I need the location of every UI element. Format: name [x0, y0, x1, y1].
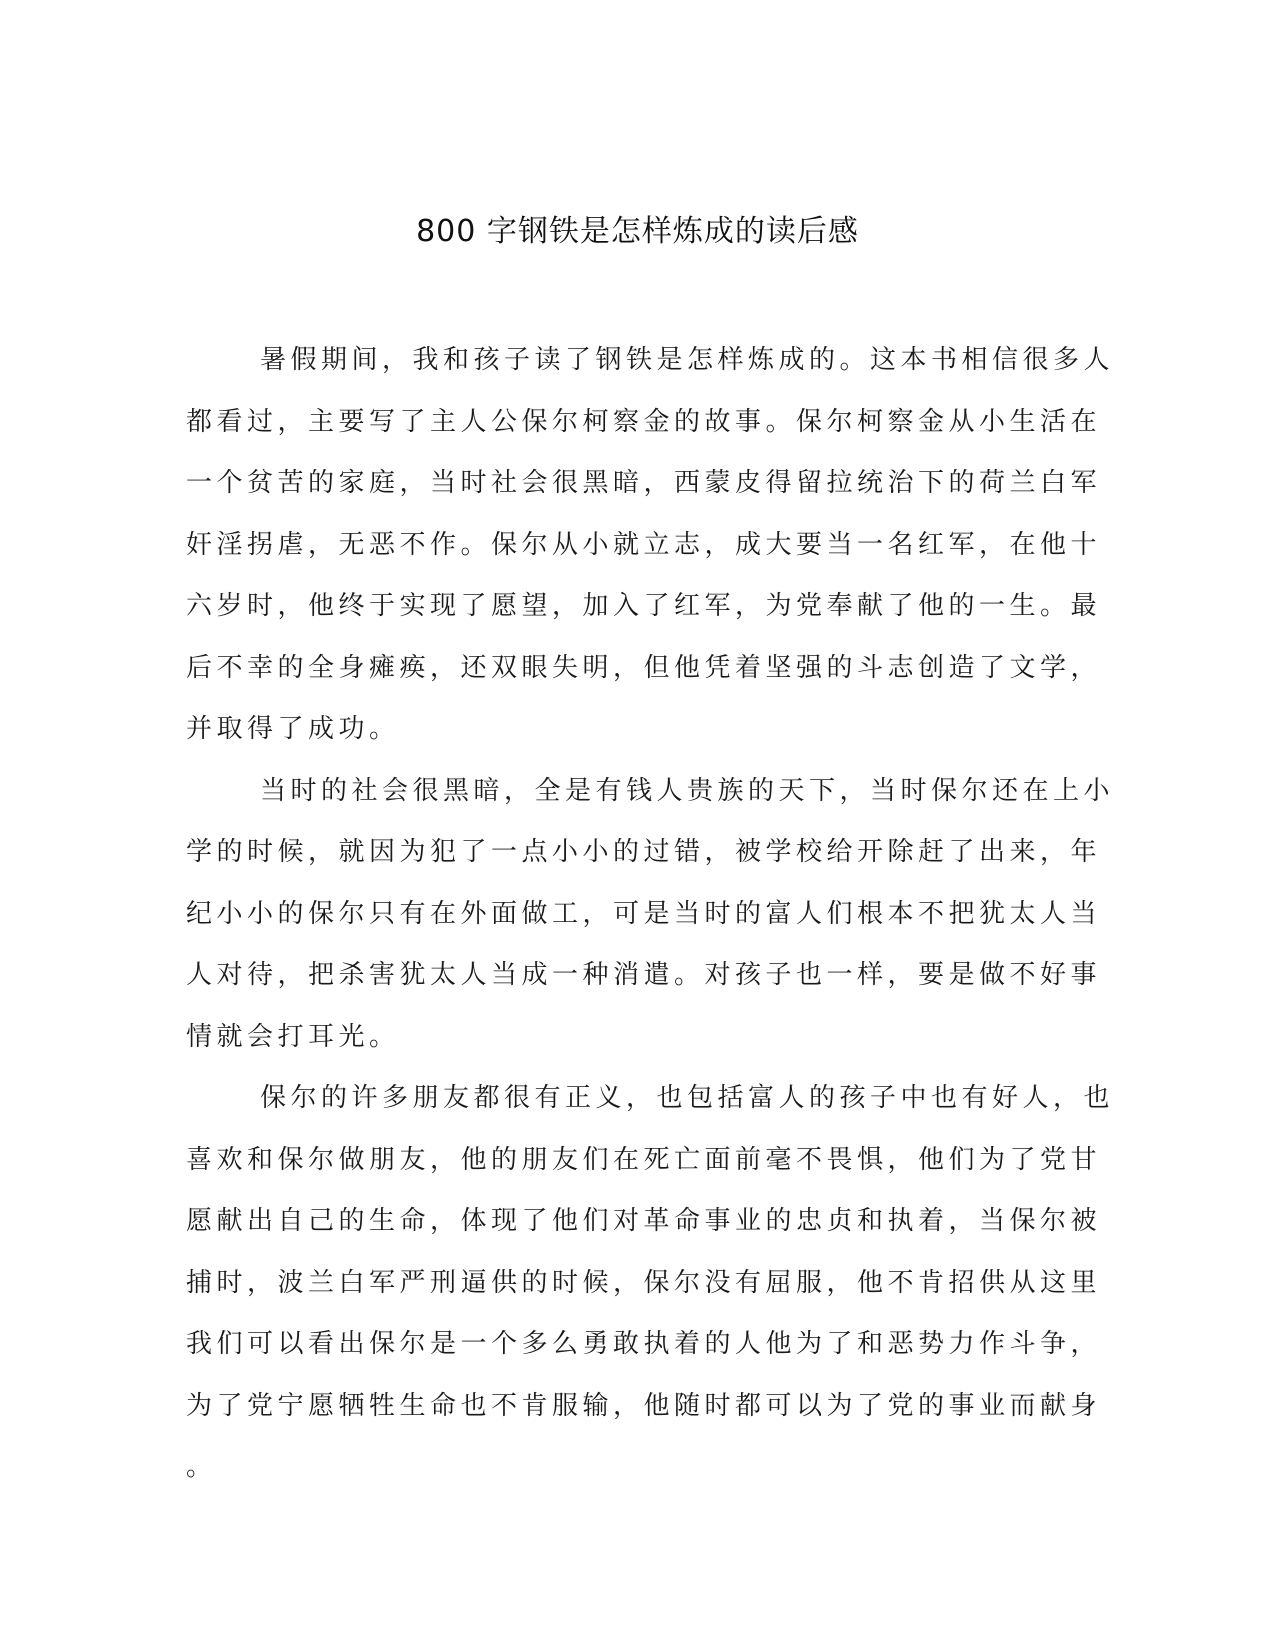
paragraph-2	[186, 761, 1115, 1069]
paragraph-line: 为了党宁愿牺牲生命也不肯服输，他随时都可以为了党的事业而献身	[186, 1390, 1102, 1421]
paragraph-line: 一个贫苦的家庭，当时社会很黑暗，西蒙皮得留拉统治下的荷兰白军	[186, 468, 1102, 498]
paragraph-line: 捕时，波兰白军严刑逼供的时候，保尔没有屈服，他不肯招供从这里	[186, 1267, 1102, 1298]
paragraph-line: 都看过，主要写了主人公保尔柯察金的故事。保尔柯察金从小生活在	[186, 406, 1102, 437]
paragraph-1	[186, 330, 1115, 761]
paragraph-3	[186, 1068, 1115, 1499]
paragraph-line: 我们可以看出保尔是一个多么勇敢执着的人他为了和恶势力作斗争，	[186, 1329, 1102, 1359]
paragraph-line: 保尔的许多朋友都很有正义，也包括富人的孩子中也有好人，也	[260, 1083, 1115, 1113]
paragraph-line: 喜欢和保尔做朋友，他的朋友们在死亡面前毫不畏惧，他们为了党甘	[186, 1144, 1102, 1175]
document-body	[186, 330, 1115, 1499]
paragraph-line: 。	[186, 1452, 217, 1482]
paragraph-line: 后不幸的全身瘫痪，还双眼失明，但他凭着坚强的斗志创造了文学，	[186, 652, 1102, 683]
paragraph-line: 暑假期间，我和孩子读了钢铁是怎样炼成的。这本书相信很多人	[260, 345, 1115, 375]
paragraph-line: 情就会打耳光。	[186, 1021, 400, 1052]
paragraph-line: 并取得了成功。	[186, 714, 400, 744]
paragraph-line: 愿献出自己的生命，体现了他们对革命事业的忠贞和执着，当保尔被	[186, 1206, 1102, 1236]
paragraph-line: 纪小小的保尔只有在外面做工，可是当时的富人们根本不把犹太人当	[186, 898, 1102, 929]
document-title: 800 字钢铁是怎样炼成的读后感	[416, 214, 859, 249]
paragraph-line: 当时的社会很黑暗，全是有钱人贵族的天下，当时保尔还在上小	[260, 775, 1115, 806]
paragraph-line: 人对待，把杀害犹太人当成一种消遣。对孩子也一样，要是做不好事	[186, 960, 1102, 990]
paragraph-line: 学的时候，就因为犯了一点小小的过错，被学校给开除赶了出来，年	[186, 837, 1102, 867]
paragraph-line: 奸淫拐虐，无恶不作。保尔从小就立志，成大要当一名红军，在他十	[186, 529, 1102, 560]
paragraph-line: 六岁时，他终于实现了愿望，加入了红军，为党奉献了他的一生。最	[186, 591, 1102, 621]
